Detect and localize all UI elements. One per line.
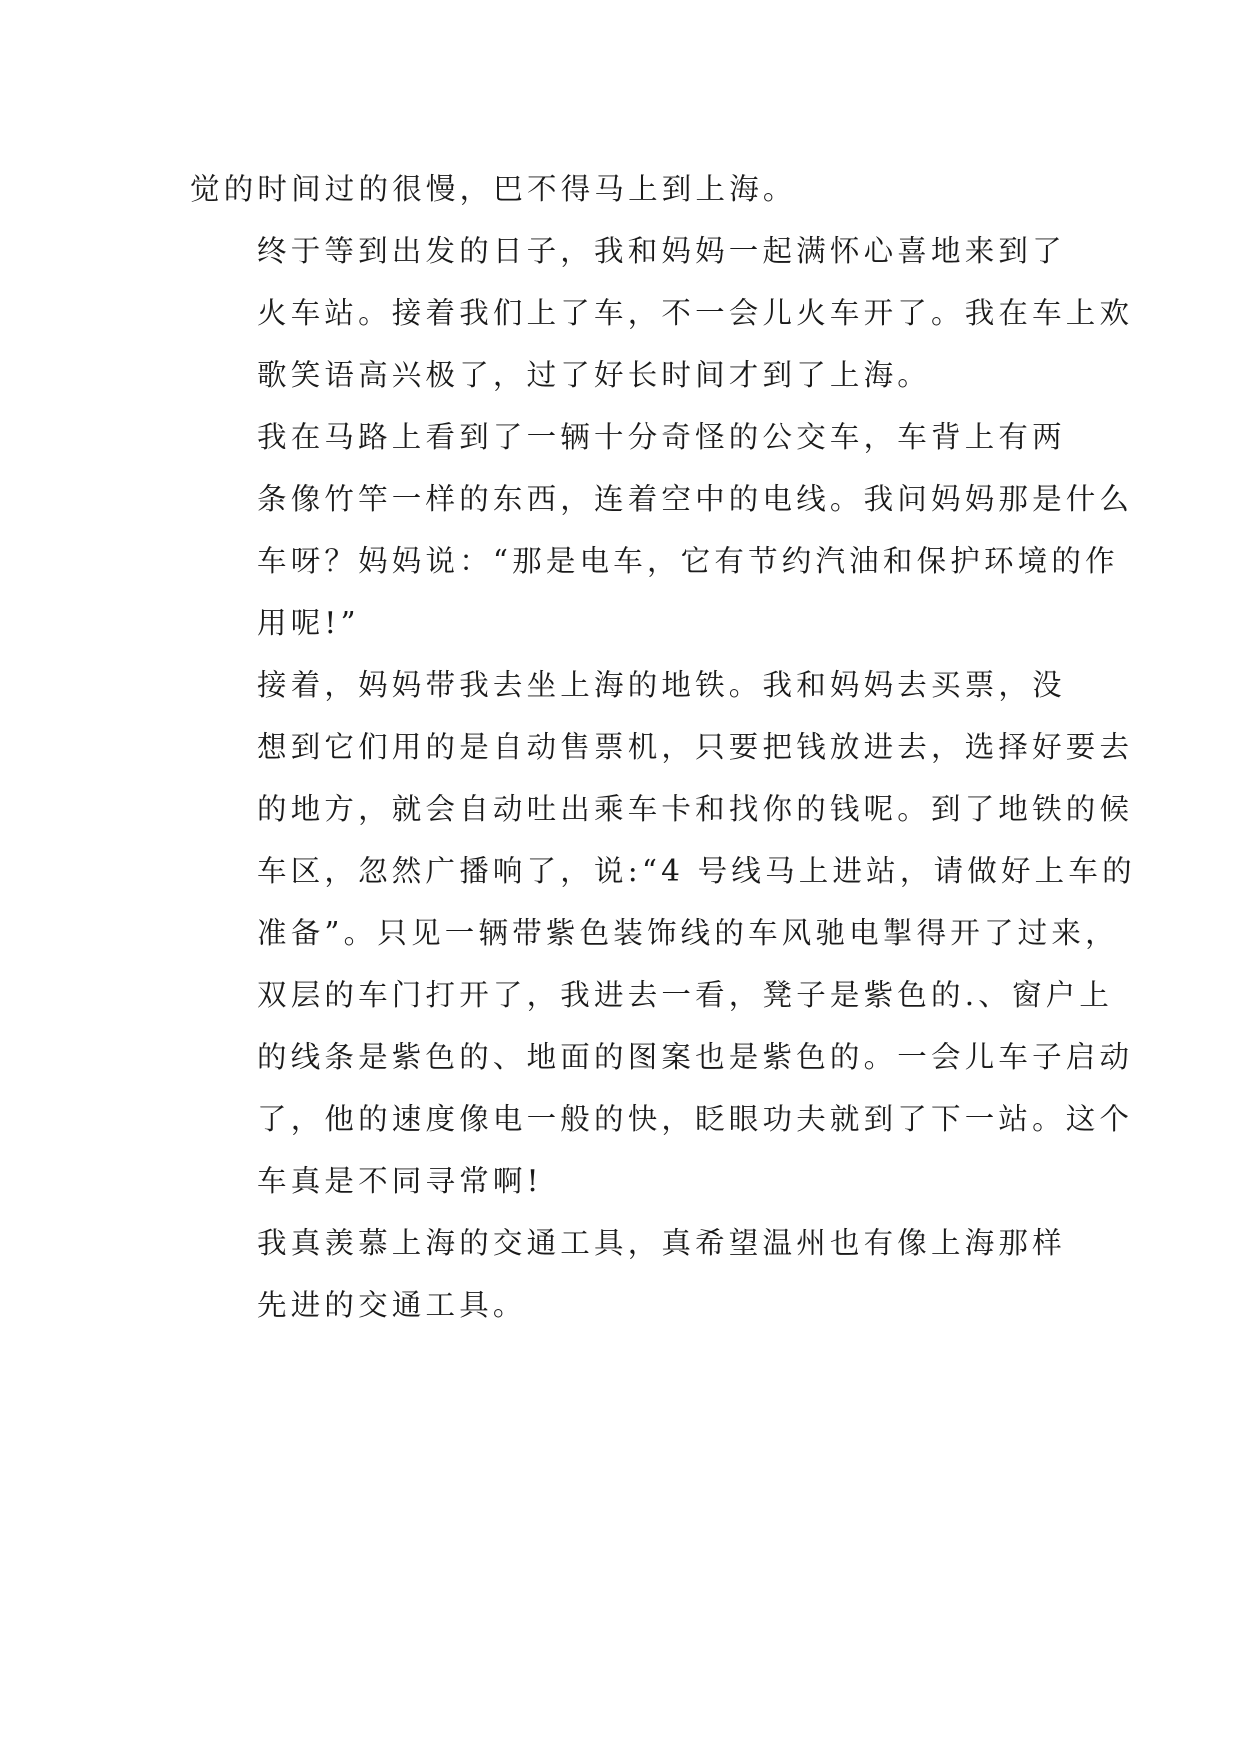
paragraph-4 xyxy=(190,654,1136,1212)
paragraph-5 xyxy=(190,1212,1066,1336)
text-line: 车呀？妈妈说：“那是电车，它有节约汽油和保护环境的作 xyxy=(257,544,1119,578)
paragraph-2 xyxy=(190,220,1134,406)
essay-body xyxy=(190,158,1136,1336)
text-line: 歌笑语高兴极了，过了好长时间才到了上海。 xyxy=(257,358,932,392)
text-line: 我真羡慕上海的交通工具，真希望温州也有像上海那样 xyxy=(257,1226,1066,1260)
text-line: 准备”。只见一辆带紫色装饰线的车风驰电掣得开了过来， xyxy=(257,916,1119,950)
text-line: 的地方，就会自动吐出乘车卡和找你的钱呢。到了地铁的候 xyxy=(257,792,1134,826)
text-line: 先进的交通工具。 xyxy=(257,1288,527,1322)
text-line: 觉的时间过的很慢，巴不得马上到上海。 xyxy=(190,172,797,206)
text-line: 火车站。接着我们上了车，不一会儿火车开了。我在车上欢 xyxy=(257,296,1134,330)
text-line: 车区，忽然广播响了，说:“4 号线马上进站，请做好上车的 xyxy=(257,854,1136,888)
text-line: 接着，妈妈带我去坐上海的地铁。我和妈妈去买票，没 xyxy=(257,668,1066,702)
text-line: 的线条是紫色的、地面的图案也是紫色的。一会儿车子启动 xyxy=(257,1040,1134,1074)
text-line: 车真是不同寻常啊! xyxy=(257,1164,543,1198)
text-line: 了，他的速度像电一般的快，眨眼功夫就到了下一站。这个 xyxy=(257,1102,1134,1136)
text-line: 用呢!” xyxy=(257,606,360,640)
text-line: 终于等到出发的日子，我和妈妈一起满怀心喜地来到了 xyxy=(257,234,1066,268)
text-line: 双层的车门打开了，我进去一看，凳子是紫色的.、窗户上 xyxy=(257,978,1114,1012)
paragraph-3 xyxy=(190,406,1134,654)
text-line: 想到它们用的是自动售票机，只要把钱放进去，选择好要去 xyxy=(257,730,1134,764)
text-line: 我在马路上看到了一辆十分奇怪的公交车，车背上有两 xyxy=(257,420,1066,454)
text-line: 条像竹竿一样的东西，连着空中的电线。我问妈妈那是什么 xyxy=(257,482,1134,516)
paragraph-1 xyxy=(190,158,1050,220)
